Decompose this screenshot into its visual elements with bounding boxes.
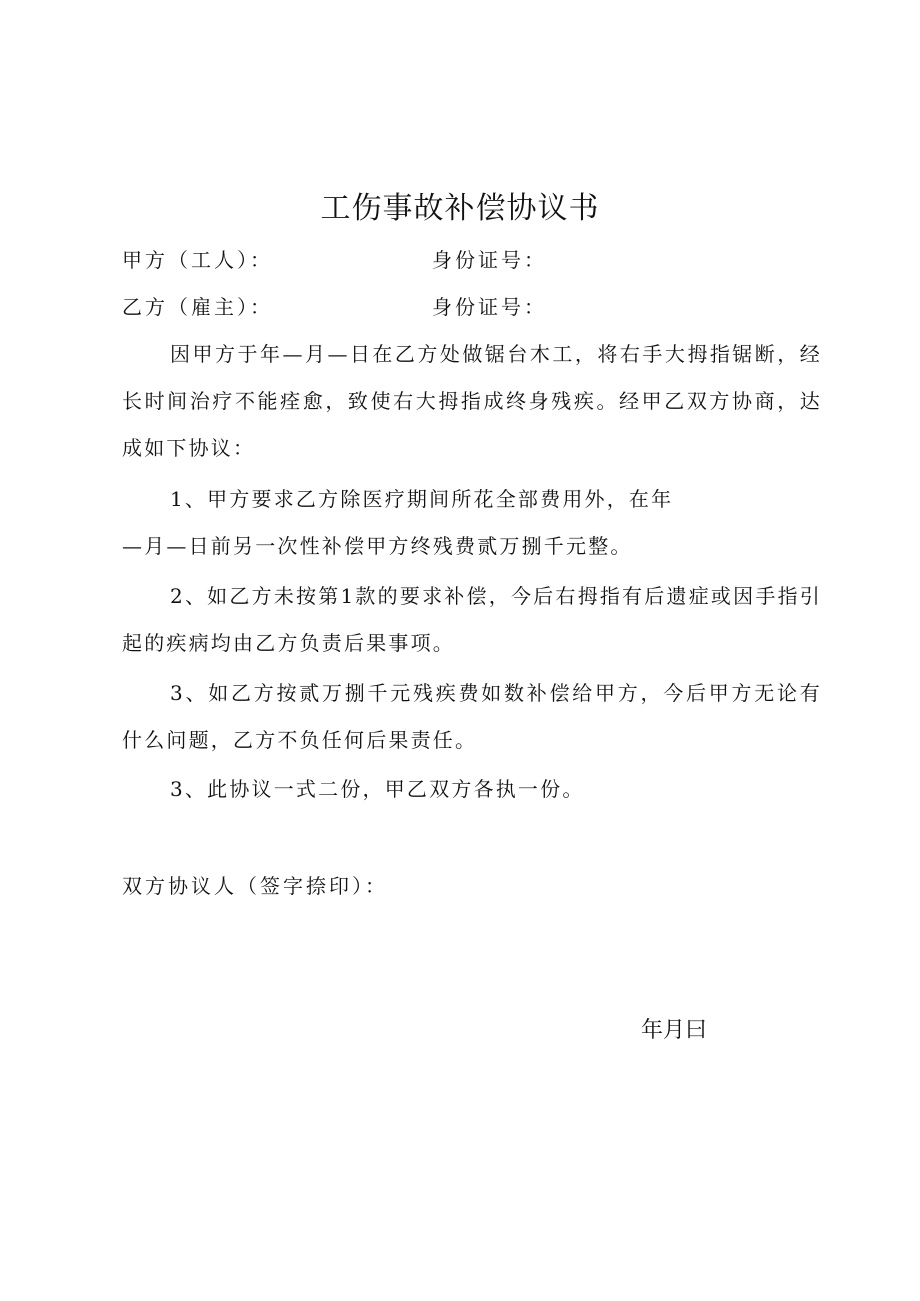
intro-paragraph: 因甲方于年—月—日在乙方处做锯台木工，将右手大拇指锯断，经长时间治疗不能痊愈，致使右大拇指成终身残疾。经甲乙双方协商，达成如下协议：: [122, 342, 822, 460]
clause-2-paragraph: 2、如乙方未按第1款的要求补偿，今后右拇指有后遗症或因手指引起的疾病均由乙方负责后果事项。: [122, 584, 822, 655]
date-label: 年月曰: [641, 1018, 708, 1043]
document-title: 工伤事故补偿协议书: [320, 191, 600, 226]
clause-1-line-2: —月—日前另一次性补偿甲方终残费贰万捌千元整。: [122, 534, 633, 558]
party-a-id-label: 身份证号：: [432, 248, 547, 272]
party-b-label: 乙方（雇主）：: [122, 295, 273, 319]
clause-3-paragraph: 3、如乙方按贰万捌千元残疾费如数补偿给甲方，今后甲方无论有什么问题，乙方不负任何后果责任。: [122, 681, 822, 752]
clause-1-line-1: 1、甲方要求乙方除医疗期间所花全部费用外，在年: [170, 487, 674, 511]
signature-label: 双方协议人（签字捺印）：: [122, 874, 388, 898]
clause-4-paragraph: 3、此协议一式二份，甲乙双方各执一份。: [170, 777, 585, 801]
party-a-label: 甲方（工人）：: [122, 248, 273, 272]
party-b-id-label: 身份证号：: [432, 295, 547, 319]
